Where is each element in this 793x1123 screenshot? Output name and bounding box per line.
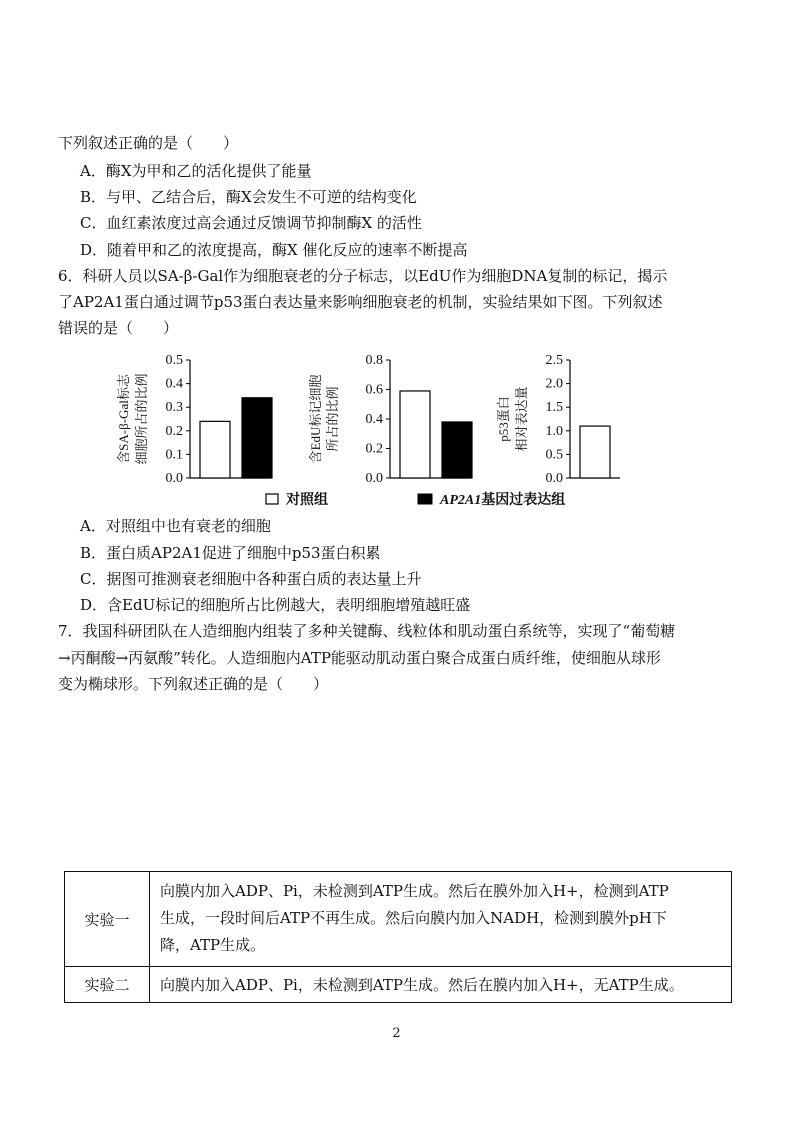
legend-label-control: 对照组 <box>286 493 328 508</box>
q5-option-d: D．随着甲和乙的浓度提高，酶X 催化反应的速率不断提高 <box>80 241 468 259</box>
row-content-experiment-1 <box>160 878 727 959</box>
row-header-experiment-2: 实验二 <box>65 966 150 1002</box>
y-tick-label: 0.3 <box>165 400 183 416</box>
q6-option-a: A．对照组中也有衰老的细胞 <box>80 517 271 535</box>
y-tick-label: 0.2 <box>165 423 183 439</box>
legend-label-overexpression <box>439 491 565 508</box>
bar-overexpression <box>242 398 272 478</box>
cell-line: 向膜内加入ADP、Pi，未检测到ATP生成。然后在膜内加入H+，无ATP生成。 <box>160 976 684 994</box>
q7-stem-line-1: 7．我国科研团队在人造细胞内组装了多种关键酶、线粒体和肌动蛋白系统等，实现了“葡萄糖 <box>58 622 676 640</box>
q5-option-c: C．血红素浓度过高会通过反馈调节抑制酶X 的活性 <box>80 214 422 232</box>
legend-swatch-control <box>266 494 278 504</box>
y-tick-label: 0.1 <box>165 447 183 463</box>
y-axis-label: 相对表达量 <box>514 386 529 452</box>
row-header-experiment-1: 实验一 <box>65 872 150 966</box>
y-tick-label: 0.0 <box>545 471 563 486</box>
experiment-table <box>64 871 732 1003</box>
bar-control <box>200 421 230 478</box>
q5-stem: 下列叙述正确的是（ ） <box>58 134 239 152</box>
q6-option-b: B．蛋白质AP2A1促进了细胞中p53蛋白积累 <box>80 544 381 562</box>
q6-stem-line-2: 了AP2A1蛋白通过调节p53蛋白表达量来影响细胞衰老的机制，实验结果如下图。下列叙述 <box>58 293 663 311</box>
bar-control <box>580 426 610 478</box>
y-tick-label: 0.5 <box>165 353 183 368</box>
y-tick-label: 1.0 <box>545 423 563 439</box>
bar-overexpression <box>442 422 472 478</box>
y-tick-label: 1.5 <box>545 400 563 416</box>
y-axis-label: p53蛋白 <box>496 396 511 442</box>
legend-swatch-overexpression <box>418 494 432 504</box>
bar-charts <box>100 344 620 514</box>
y-tick-label: 0.8 <box>365 353 383 368</box>
bar-control <box>400 391 430 478</box>
cell-line: 向膜内加入ADP、Pi，未检测到ATP生成。然后在膜外加入H+，检测到ATP <box>160 882 669 900</box>
y-tick-label: 0.4 <box>165 376 183 392</box>
y-tick-label: 0.0 <box>165 471 183 486</box>
y-tick-label: 2.5 <box>545 353 563 368</box>
legend-gene-name: AP2A1 <box>440 493 482 508</box>
y-axis-label: 所占的比例 <box>325 386 340 452</box>
q6-stem-line-1: 6．科研人员以SA-β-Gal作为细胞衰老的分子标志，以EdU作为细胞DNA复制的标记，揭示 <box>58 267 668 285</box>
y-axis-label: 含EdU标记细胞 <box>308 374 323 464</box>
row-content-experiment-2 <box>160 972 727 999</box>
cell-line: 降，ATP生成。 <box>160 936 266 954</box>
table-row <box>65 966 731 1002</box>
q7-stem-line-3: 变为椭球形。下列叙述正确的是（ ） <box>58 675 329 693</box>
y-axis-label: 含SA-β-Gal标志 <box>116 374 131 464</box>
y-tick-label: 2.0 <box>545 376 563 392</box>
q6-option-d: D．含EdU标记的细胞所占比例越大，表明细胞增殖越旺盛 <box>80 596 471 614</box>
q6-option-c: C．据图可推测衰老细胞中各种蛋白质的表达量上升 <box>80 570 422 588</box>
y-tick-label: 0.2 <box>365 441 383 457</box>
table-row <box>65 872 731 967</box>
y-axis-label: 细胞所占的比例 <box>134 373 149 465</box>
q7-stem-line-2: →丙酮酸→丙氨酸”转化。人造细胞内ATP能驱动肌动蛋白聚合成蛋白质纤维，使细胞从球形 <box>58 649 661 667</box>
page-number: 2 <box>392 1026 401 1041</box>
cell-line: 生成，一段时间后ATP不再生成。然后向膜内加入NADH，检测到膜外pH下 <box>160 909 667 927</box>
q6-figure <box>100 344 620 514</box>
y-tick-label: 0.5 <box>545 447 563 463</box>
q6-stem-line-3: 错误的是（ ） <box>58 319 179 337</box>
y-tick-label: 0.0 <box>365 471 383 486</box>
q5-option-b: B．与甲、乙结合后，酶X会发生不可逆的结构变化 <box>80 188 417 206</box>
legend-gene-suffix: 基因过表达组 <box>481 493 566 508</box>
y-tick-label: 0.6 <box>365 382 383 398</box>
q5-option-a: A．酶X为甲和乙的活化提供了能量 <box>80 162 312 180</box>
y-tick-label: 0.4 <box>365 412 383 427</box>
